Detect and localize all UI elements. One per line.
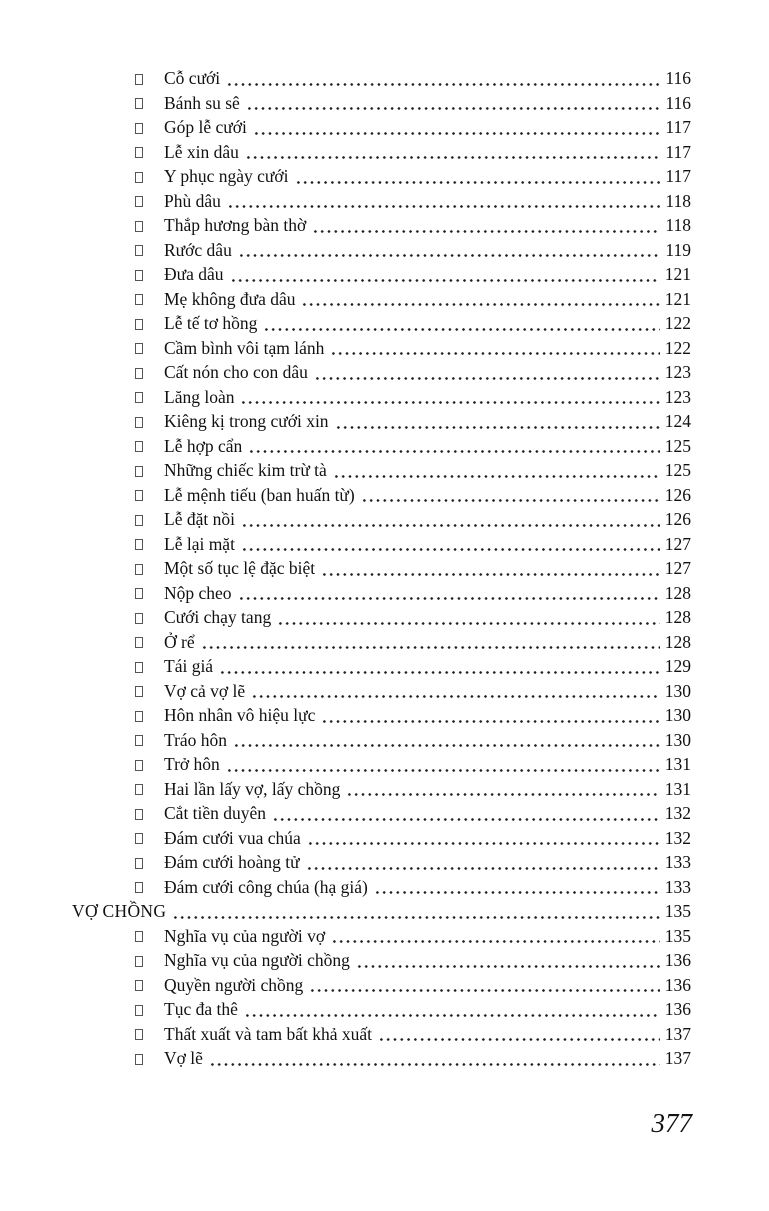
bullet-icon: [135, 784, 143, 795]
toc-entry: [135, 777, 691, 802]
dot-leader: [306, 866, 660, 871]
toc-entry-page: 127: [664, 558, 691, 578]
dot-leader: [241, 547, 660, 552]
toc-entry: [135, 434, 691, 459]
toc-entry-page: 125: [664, 460, 691, 480]
toc-entry-page: 137: [664, 1023, 691, 1044]
toc-entry-page: 122: [664, 313, 691, 333]
toc-entry-page: 121: [664, 288, 691, 309]
bullet-icon: [135, 931, 143, 942]
toc-entry: [135, 850, 691, 875]
toc-entry-label: Lễ hợp cẩn: [164, 435, 243, 456]
dot-leader: [172, 915, 659, 920]
dot-leader: [277, 621, 660, 626]
bullet-icon: [135, 123, 143, 134]
toc-entry-label: Góp lễ cưới: [164, 117, 247, 137]
bullet-icon: [135, 956, 143, 967]
toc-entry: [135, 703, 691, 728]
dot-leader: [233, 743, 660, 748]
toc-entry-label: Đám cưới công chúa (hạ giá): [164, 876, 368, 897]
toc-entry-label: Vợ lẽ: [164, 1048, 203, 1068]
bullet-icon: [135, 662, 143, 673]
toc-entry: [135, 630, 691, 655]
toc-entry: [135, 189, 691, 214]
bullet-icon: [135, 74, 143, 85]
toc-entry-label: Mẹ không đưa dâu: [164, 288, 296, 309]
toc-entry: [135, 458, 691, 483]
dot-leader: [240, 400, 659, 405]
toc-entry: [135, 948, 691, 973]
toc-entry-label: Thất xuất và tam bất khả xuất: [164, 1023, 372, 1044]
dot-leader: [321, 572, 660, 577]
toc-entry: [135, 140, 691, 165]
bullet-icon: [135, 564, 143, 575]
dot-leader: [244, 1013, 660, 1018]
toc-entry-label: Cỗ cưới: [164, 68, 221, 88]
toc-entry: [135, 728, 691, 753]
dot-leader: [374, 890, 660, 895]
toc-entry: [135, 801, 691, 826]
toc-entry-page: 135: [664, 925, 691, 946]
toc-entry-label: Tục đa thê: [164, 999, 238, 1019]
toc-entry-page: 123: [664, 386, 691, 407]
bullet-icon: [135, 686, 143, 697]
toc-entry-page: 130: [664, 705, 691, 725]
toc-entry-page: 132: [664, 803, 691, 823]
dot-leader: [378, 1037, 660, 1042]
toc-entry: [135, 752, 691, 777]
toc-entry-label: Lễ đặt nồi: [164, 509, 235, 529]
toc-entry-label: Tái giá: [164, 656, 214, 676]
dot-leader: [356, 964, 660, 969]
bullet-icon: [135, 809, 143, 820]
toc-entry-page: 136: [664, 950, 691, 970]
toc-entry: [135, 360, 691, 385]
toc-entry-page: 135: [664, 901, 691, 921]
dot-leader: [201, 645, 660, 650]
toc-entry-page: 117: [665, 166, 691, 186]
bullet-icon: [135, 588, 143, 599]
dot-leader: [245, 155, 661, 160]
toc-entry-page: 118: [665, 190, 691, 211]
bullet-icon: [135, 294, 143, 305]
bullet-icon: [135, 270, 143, 281]
bullet-icon: [135, 490, 143, 501]
bullet-icon: [135, 539, 143, 550]
toc-entry: [135, 654, 691, 679]
toc-entry: [135, 997, 691, 1022]
dot-leader: [230, 278, 660, 283]
dot-leader: [330, 351, 659, 356]
toc-entry: [135, 507, 691, 532]
bullet-icon: [135, 245, 143, 256]
toc-entry-page: 123: [664, 362, 691, 382]
dot-leader: [238, 596, 660, 601]
bullet-icon: [135, 1054, 143, 1065]
bullet-icon: [135, 319, 143, 330]
toc-entry-page: 130: [664, 680, 691, 701]
dot-leader: [263, 327, 659, 332]
toc-entry-page: 136: [664, 999, 691, 1019]
toc-entry-label: Nghĩa vụ của người vợ: [164, 925, 326, 946]
toc-entry-label: VỢ CHỒNG: [72, 901, 167, 921]
bullet-icon: [135, 196, 143, 207]
toc-entry: [135, 115, 691, 140]
dot-leader: [333, 474, 660, 479]
bullet-icon: [135, 147, 143, 158]
toc-entry-label: Kiêng kị trong cưới xin: [164, 411, 329, 431]
toc-entry-page: 131: [664, 754, 691, 774]
bullet-icon: [135, 711, 143, 722]
toc-entry: [135, 336, 691, 361]
toc-entry-label: Lễ lại mặt: [164, 533, 235, 554]
toc-entry: [135, 532, 691, 557]
bullet-icon: [135, 98, 143, 109]
toc-entry-label: Lễ tế tơ hồng: [164, 313, 258, 333]
bullet-icon: [135, 172, 143, 183]
bullet-icon: [135, 1029, 143, 1040]
bullet-icon: [135, 613, 143, 624]
toc-entry: [135, 556, 691, 581]
dot-leader: [251, 694, 660, 699]
bullet-icon: [135, 221, 143, 232]
toc-entry-page: 117: [665, 141, 691, 162]
bullet-icon: [135, 858, 143, 869]
toc-entry-label: Tráo hôn: [164, 729, 228, 750]
toc-entry-page: 125: [664, 435, 691, 456]
toc-entry: [135, 238, 691, 263]
bullet-icon: [135, 417, 143, 428]
toc-entry: [135, 262, 691, 287]
toc-entry-label: Đám cưới vua chúa: [164, 827, 301, 848]
toc-entry-page: 119: [665, 239, 691, 260]
dot-leader: [227, 204, 661, 209]
dot-leader: [209, 1062, 660, 1067]
toc-entry-page: 126: [664, 484, 691, 505]
toc-entry: [135, 91, 691, 116]
toc-entry-page: 133: [664, 876, 691, 897]
toc-entry-page: 129: [664, 656, 691, 676]
toc-entry-label: Ở rể: [164, 631, 195, 652]
toc-entry: [135, 1022, 691, 1047]
toc-entry-label: Cắt tiền duyên: [164, 803, 267, 823]
toc-entry: [135, 605, 691, 630]
dot-leader: [301, 302, 659, 307]
toc-entry-page: 121: [664, 264, 691, 284]
page-number: 377: [651, 1108, 692, 1138]
dot-leader: [295, 180, 661, 185]
toc-entry-page: 124: [664, 411, 691, 431]
toc-entry-page: 133: [664, 852, 691, 872]
toc-entry-label: Y phục ngày cưới: [164, 166, 289, 186]
toc-entry-label: Lễ xin dâu: [164, 141, 239, 162]
toc-entry: [135, 875, 691, 900]
bullet-icon: [135, 980, 143, 991]
bullet-icon: [135, 441, 143, 452]
toc-entry: [135, 164, 691, 189]
toc-entry-page: 132: [664, 827, 691, 848]
toc-entry: [135, 287, 691, 312]
bullet-icon: [135, 368, 143, 379]
toc-entry-label: Cầm bình vôi tạm lánh: [164, 337, 325, 358]
bullet-icon: [135, 1005, 143, 1016]
toc-entry: [135, 66, 691, 91]
toc-entry-page: 128: [664, 607, 691, 627]
toc-entry-label: Những chiếc kim trừ tà: [164, 460, 327, 480]
toc-entry: [135, 581, 691, 606]
toc-entry-label: Hôn nhân vô hiệu lực: [164, 705, 316, 725]
toc-entry-label: Bánh su sê: [164, 92, 240, 113]
dot-leader: [226, 82, 660, 87]
dot-leader: [226, 768, 660, 773]
toc-entry: [135, 409, 691, 434]
toc-entry-label: Vợ cả vợ lẽ: [164, 680, 246, 701]
dot-leader: [312, 229, 660, 234]
toc-entry: [135, 679, 691, 704]
toc-entry-label: Phù dâu: [164, 190, 221, 211]
bullet-icon: [135, 882, 143, 893]
toc-entry-label: Thắp hương bàn thờ: [164, 215, 307, 235]
dot-leader: [331, 939, 660, 944]
dot-leader: [361, 498, 660, 503]
dot-leader: [246, 106, 661, 111]
dot-leader: [248, 449, 660, 454]
toc-entry-label: Hai lần lấy vợ, lấy chồng: [164, 778, 341, 799]
bullet-icon: [135, 735, 143, 746]
toc-entry-page: 128: [664, 631, 691, 652]
toc-entry: [135, 483, 691, 508]
dot-leader: [309, 988, 659, 993]
toc-entry-label: Lễ mệnh tiếu (ban huấn từ): [164, 484, 355, 505]
toc-entry-page: 130: [664, 729, 691, 750]
dot-leader: [219, 670, 660, 675]
toc-entry-label: Đám cưới hoàng tử: [164, 852, 300, 872]
toc-entry-page: 118: [665, 215, 691, 235]
bullet-icon: [135, 515, 143, 526]
toc-entry-label: Cất nón cho con dâu: [164, 362, 308, 382]
toc-entry: [135, 213, 691, 238]
toc-entry-page: 137: [664, 1048, 691, 1068]
toc-entry-page: 126: [664, 509, 691, 529]
toc-entry: [135, 973, 691, 998]
toc-entry: [72, 899, 691, 924]
toc-entry-label: Quyền người chồng: [164, 974, 304, 995]
dot-leader: [321, 719, 659, 724]
bullet-icon: [135, 833, 143, 844]
toc-entry-page: 128: [664, 582, 691, 603]
toc-entry-label: Nộp cheo: [164, 582, 232, 603]
toc-entry: [135, 385, 691, 410]
dot-leader: [307, 841, 660, 846]
table-of-contents: [72, 66, 691, 1071]
toc-entry-label: Lăng loàn: [164, 386, 235, 407]
toc-entry-label: Rước dâu: [164, 239, 232, 260]
dot-leader: [346, 792, 659, 797]
toc-entry: [135, 924, 691, 949]
toc-entry-page: 131: [664, 778, 691, 799]
bullet-icon: [135, 760, 143, 771]
toc-entry-label: Đưa dâu: [164, 264, 224, 284]
toc-entry-page: 116: [665, 92, 691, 113]
bullet-icon: [135, 637, 143, 648]
toc-entry-page: 116: [665, 68, 691, 88]
dot-leader: [335, 425, 660, 430]
toc-entry-label: Cưới chạy tang: [164, 607, 272, 627]
toc-entry-page: 127: [664, 533, 691, 554]
toc-entry: [135, 826, 691, 851]
bullet-icon: [135, 392, 143, 403]
toc-entry-page: 136: [664, 974, 691, 995]
dot-leader: [253, 131, 661, 136]
toc-entry: [135, 311, 691, 336]
dot-leader: [314, 376, 660, 381]
toc-entry-label: Nghĩa vụ của người chồng: [164, 950, 350, 970]
bullet-icon: [135, 343, 143, 354]
toc-entry-label: Một số tục lệ đặc biệt: [164, 558, 316, 578]
toc-entry-page: 122: [664, 337, 691, 358]
toc-entry-page: 117: [665, 117, 691, 137]
dot-leader: [272, 817, 660, 822]
toc-entry-label: Trở hôn: [164, 754, 220, 774]
toc-entry: [135, 1046, 691, 1071]
dot-leader: [241, 523, 660, 528]
dot-leader: [238, 253, 661, 258]
bullet-icon: [135, 466, 143, 477]
